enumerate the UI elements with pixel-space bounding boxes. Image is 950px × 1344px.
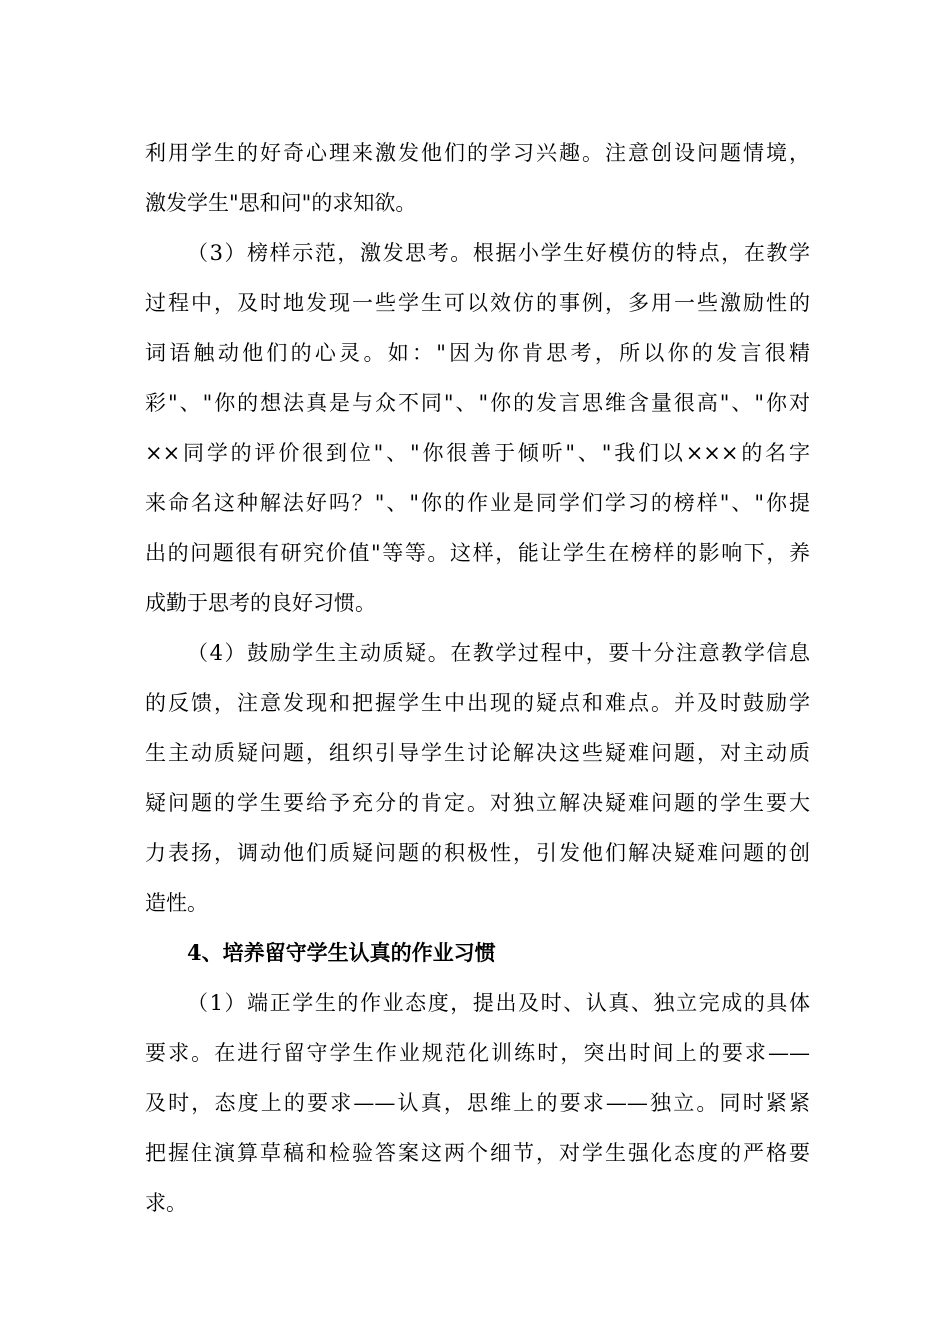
paragraph-line: 词语触动他们的心灵。如："因为你肯思考，所以你的发言很精 (145, 341, 810, 365)
paragraph-line: 及时，态度上的要求——认真，思维上的要求——独立。同时紧紧 (145, 1091, 810, 1115)
document-page (145, 128, 810, 1228)
paragraph-line: 的反馈，注意发现和把握学生中出现的疑点和难点。并及时鼓励学 (145, 691, 810, 715)
paragraph-line: 利用学生的好奇心理来激发他们的学习兴趣。注意创设问题情境， (145, 141, 810, 165)
paragraph-line: 造性。 (145, 891, 208, 915)
paragraph-line: 疑问题的学生要给予充分的肯定。对独立解决疑难问题的学生要大 (145, 791, 810, 815)
paragraph-line: 来命名这种解法好吗？"、"你的作业是同学们学习的榜样"、"你提 (145, 491, 810, 515)
paragraph-line: 过程中，及时地发现一些学生可以效仿的事例，多用一些激励性的 (145, 291, 810, 315)
paragraph-line: （3）榜样示范，激发思考。根据小学生好模仿的特点，在教学 (187, 241, 810, 265)
section-heading: 4、培养留守学生认真的作业习惯 (187, 940, 496, 965)
paragraph-line: 激发学生"思和问"的求知欲。 (145, 191, 417, 215)
paragraph-line: （4）鼓励学生主动质疑。在教学过程中，要十分注意教学信息 (187, 641, 810, 665)
paragraph-line: （1）端正学生的作业态度，提出及时、认真、独立完成的具体 (187, 991, 810, 1015)
paragraph-line: 彩"、"你的想法真是与众不同"、"你的发言思维含量很高"、"你对 (145, 391, 810, 415)
paragraph-line: 出的问题很有研究价值"等等。这样，能让学生在榜样的影响下，养 (145, 541, 810, 565)
paragraph-line: 力表扬，调动他们质疑问题的积极性，引发他们解决疑难问题的创 (145, 841, 810, 865)
paragraph-line: ××同学的评价很到位"、"你很善于倾听"、"我们以×××的名字 (145, 441, 810, 465)
paragraph-line: 求。 (145, 1191, 187, 1215)
paragraph-line: 成勤于思考的良好习惯。 (145, 591, 376, 615)
paragraph-line: 把握住演算草稿和检验答案这两个细节，对学生强化态度的严格要 (145, 1141, 810, 1165)
paragraph-line: 生主动质疑问题，组织引导学生讨论解决这些疑难问题，对主动质 (145, 741, 810, 765)
paragraph-line: 要求。在进行留守学生作业规范化训练时，突出时间上的要求—— (145, 1041, 810, 1065)
